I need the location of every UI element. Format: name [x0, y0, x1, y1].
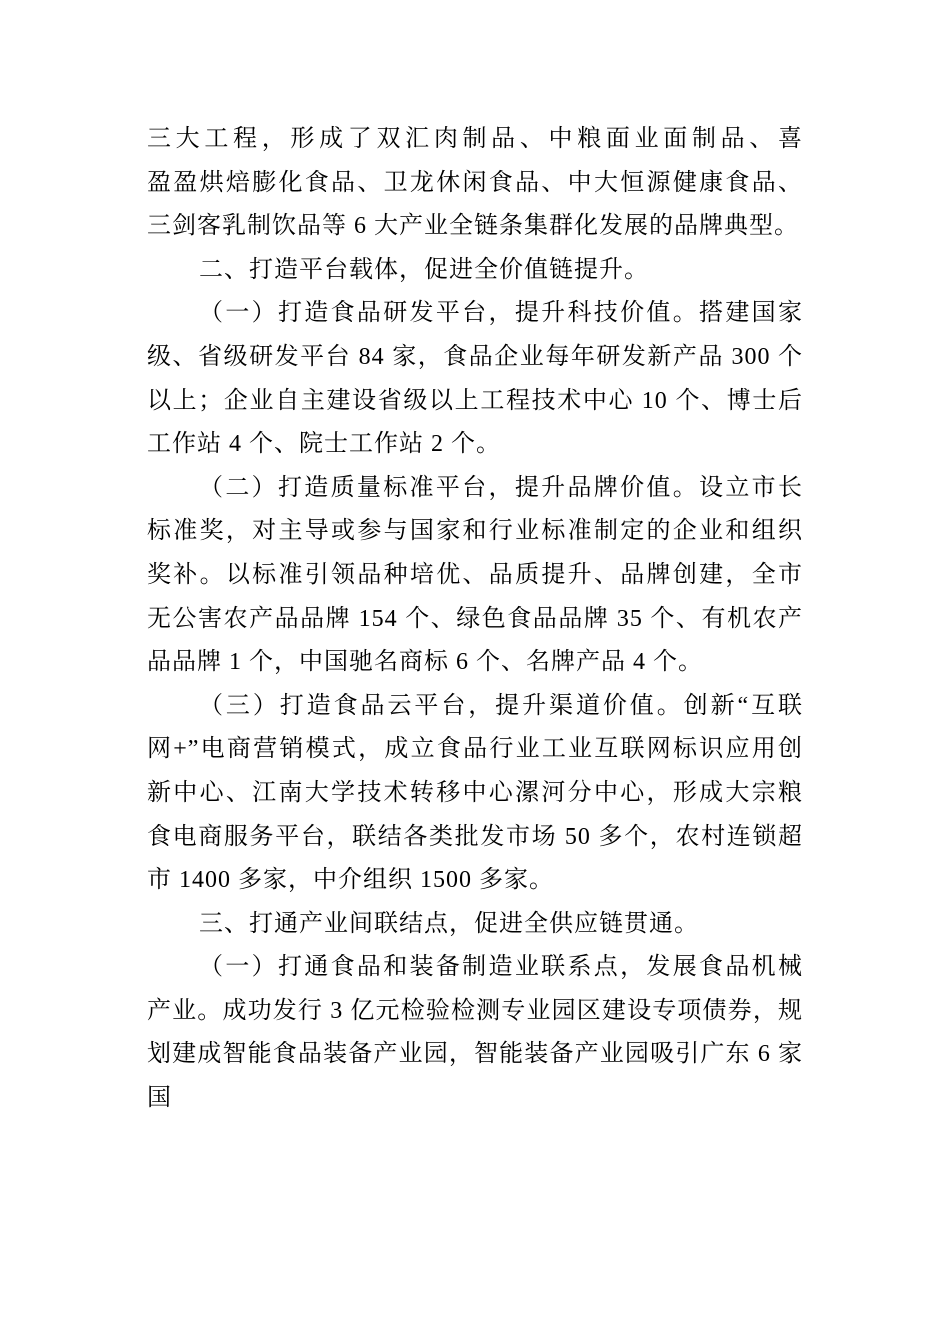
text-line: （二）打造质量标准平台，提升品牌价值。设立市长 [199, 474, 803, 501]
document-page [147, 118, 803, 1121]
text-line: 无公害农产品品牌 154 个、绿色食品品牌 35 个、有机农产 [147, 605, 803, 632]
text-line: （三）打造食品云平台，提升渠道价值。创新“互联 [199, 692, 803, 719]
paragraph [147, 249, 803, 293]
text-line: 三、打通产业间联结点，促进全供应链贯通。 [199, 910, 699, 937]
text-line: 级、省级研发平台 84 家，食品企业每年研发新产品 300 个 [147, 343, 803, 370]
text-line: （一）打通食品和装备制造业联系点，发展食品机械 [199, 954, 803, 981]
text-line: 工作站 4 个、院士工作站 2 个。 [147, 431, 501, 458]
text-line: 三大工程，形成了双汇肉制品、中粮面业面制品、喜 [147, 126, 803, 152]
paragraph [147, 946, 803, 1120]
paragraph [147, 467, 803, 685]
text-line: 以上；企业自主建设省级以上工程技术中心 10 个、博士后 [147, 387, 803, 414]
paragraph [147, 292, 803, 466]
text-line: 二、打造平台载体，促进全价值链提升。 [199, 256, 649, 283]
text-line: 标准奖，对主导或参与国家和行业标准制定的企业和组织 [147, 518, 803, 545]
text-line: 产业。成功发行 3 亿元检验检测专业园区建设专项债券，规 [147, 997, 803, 1024]
text-line: 三剑客乳制饮品等 6 大产业全链条集群化发展的品牌典型。 [147, 213, 799, 240]
text-line: 盈盈烘焙膨化食品、卫龙休闲食品、中大恒源健康食品、 [147, 169, 803, 196]
text-line: 奖补。以标准引领品种培优、品质提升、品牌创建，全市 [147, 561, 803, 588]
text-line: 划建成智能食品装备产业园，智能装备产业园吸引广东 6 家 [147, 1041, 803, 1068]
text-line: 国 [147, 1085, 172, 1112]
text-line: 食电商服务平台，联结各类批发市场 50 多个，农村连锁超 [147, 823, 803, 850]
paragraph [147, 903, 803, 947]
text-line: 市 1400 多家，中介组织 1500 多家。 [147, 867, 554, 894]
paragraph [147, 118, 803, 249]
text-line: 网+”电商营销模式，成立食品行业工业互联网标识应用创 [147, 736, 803, 763]
paragraph [147, 685, 803, 903]
text-line: 品品牌 1 个，中国驰名商标 6 个、名牌产品 4 个。 [147, 649, 703, 676]
text-line: 新中心、江南大学技术转移中心漯河分中心，形成大宗粮 [147, 779, 803, 806]
text-line: （一）打造食品研发平台，提升科技价值。搭建国家 [199, 300, 803, 327]
